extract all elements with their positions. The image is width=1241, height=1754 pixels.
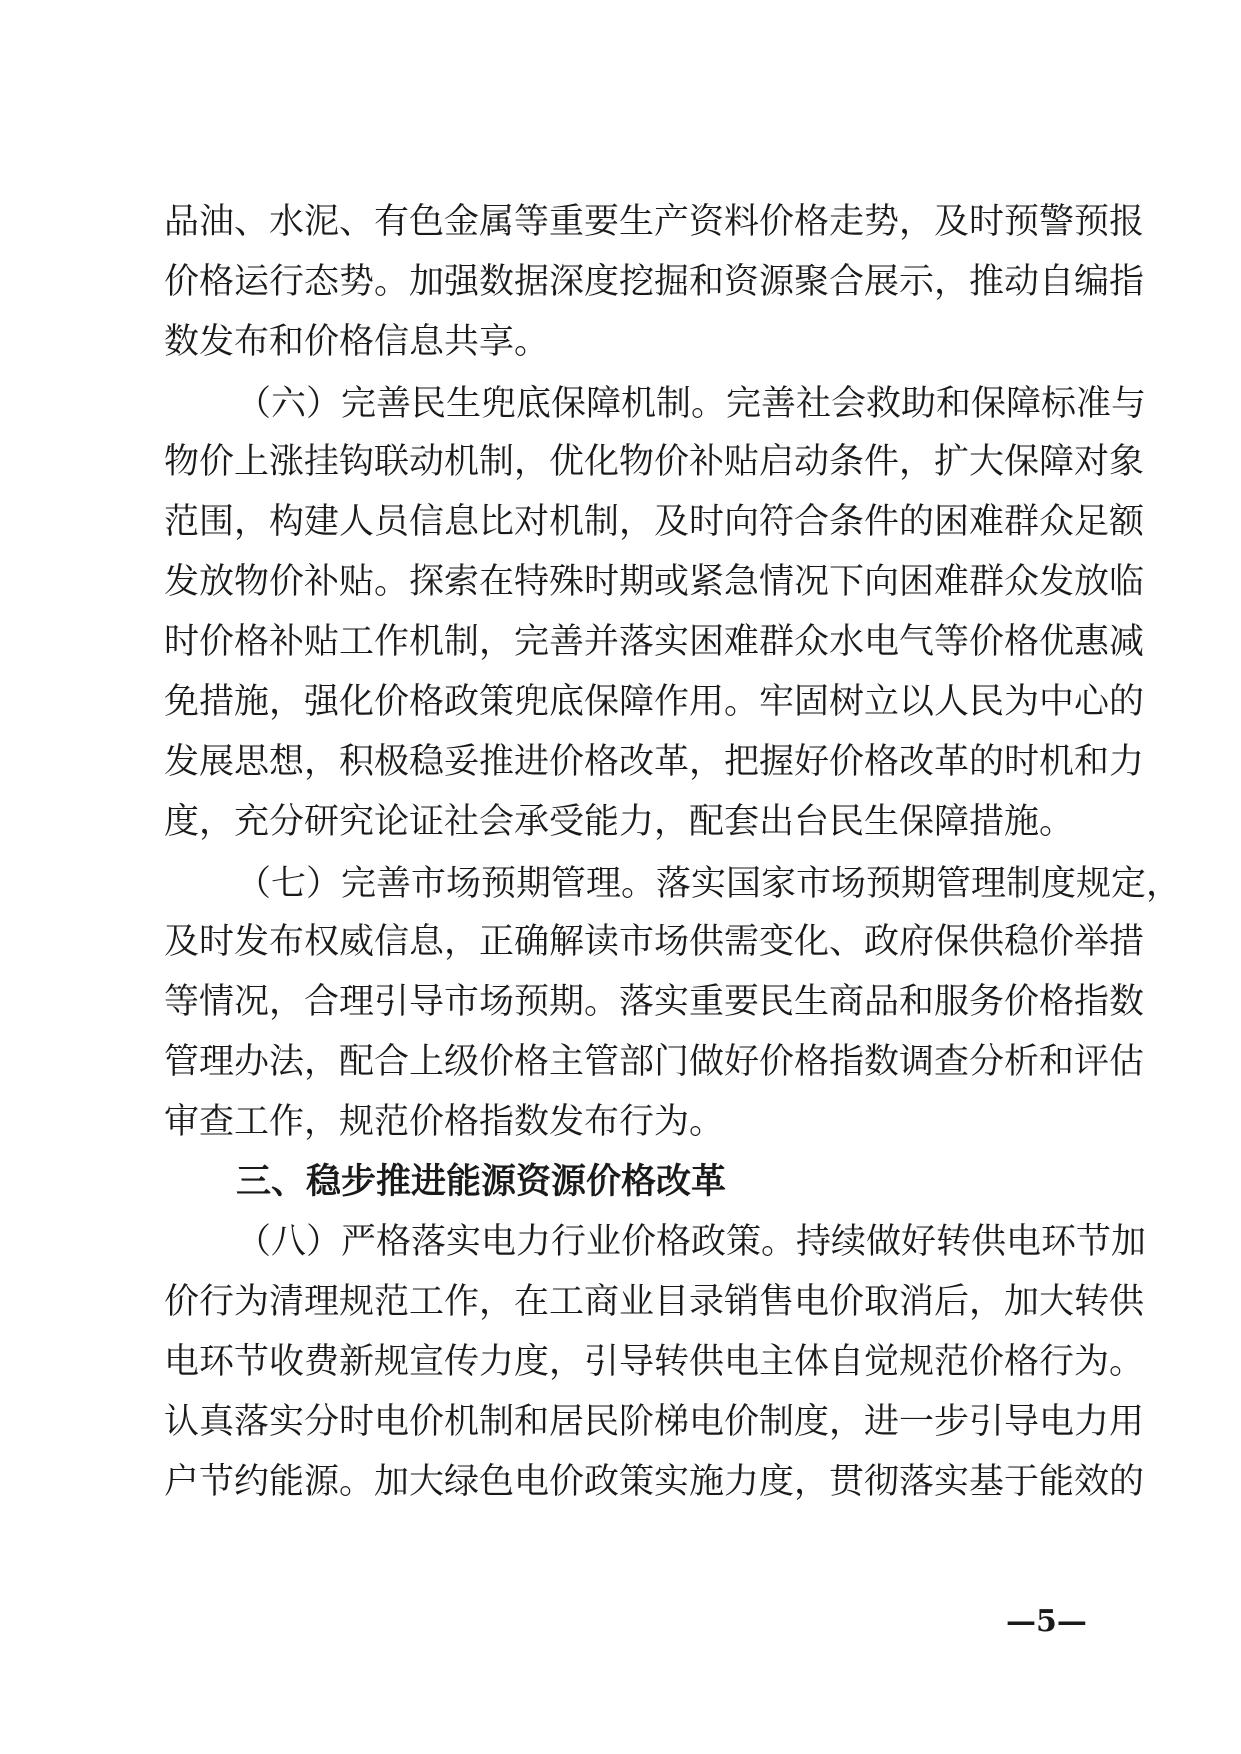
paragraph-first-line: （六）完善民生兜底保障机制。完善社会救助和保障标准与 bbox=[236, 384, 1147, 424]
paragraph-first-line: （七）完善市场预期管理。落实国家市场预期管理制度规定， bbox=[236, 864, 1182, 904]
text-line: 发放物价补贴。探索在特殊时期或紧急情况下向困难群众发放临 bbox=[164, 562, 1145, 602]
text-line: 等情况，合理引导市场预期。落实重要民生商品和服务价格指数 bbox=[164, 982, 1145, 1022]
text-line: 免措施，强化价格政策兜底保障作用。牢固树立以人民为中心的 bbox=[164, 682, 1145, 722]
text-line: 物价上涨挂钩联动机制，优化物价补贴启动条件，扩大保障对象 bbox=[164, 442, 1145, 482]
text-line: 审查工作，规范价格指数发布行为。 bbox=[164, 1102, 725, 1142]
text-line: 品油、水泥、有色金属等重要生产资料价格走势，及时预警预报 bbox=[164, 202, 1145, 242]
text-line: 管理办法，配合上级价格主管部门做好价格指数调查分析和评估 bbox=[164, 1042, 1145, 1082]
text-line: 时价格补贴工作机制，完善并落实困难群众水电气等价格优惠减 bbox=[164, 622, 1145, 662]
text-line: 电环节收费新规宣传力度，引导转供电主体自觉规范价格行为。 bbox=[164, 1342, 1145, 1382]
paragraph-first-line: （八）严格落实电力行业价格政策。持续做好转供电环节加 bbox=[236, 1222, 1147, 1262]
text-line: 户节约能源。加大绿色电价政策实施力度，贯彻落实基于能效的 bbox=[164, 1462, 1145, 1502]
text-line: 范围，构建人员信息比对机制，及时向符合条件的困难群众足额 bbox=[164, 502, 1145, 542]
text-line: 发展思想，积极稳妥推进价格改革，把握好价格改革的时机和力 bbox=[164, 742, 1145, 782]
page-number: —5— bbox=[1006, 1604, 1087, 1639]
text-line: 及时发布权威信息，正确解读市场供需变化、政府保供稳价举措 bbox=[164, 922, 1145, 962]
section-heading: 三、稳步推进能源资源价格改革 bbox=[236, 1161, 727, 1202]
text-line: 数发布和价格信息共享。 bbox=[164, 322, 550, 362]
text-line: 价格运行态势。加强数据深度挖掘和资源聚合展示，推动自编指 bbox=[164, 262, 1145, 302]
text-line: 认真落实分时电价机制和居民阶梯电价制度，进一步引导电力用 bbox=[164, 1402, 1145, 1442]
text-line: 度，充分研究论证社会承受能力，配套出台民生保障措施。 bbox=[164, 802, 1075, 842]
text-line: 价行为清理规范工作，在工商业目录销售电价取消后，加大转供 bbox=[164, 1282, 1145, 1322]
